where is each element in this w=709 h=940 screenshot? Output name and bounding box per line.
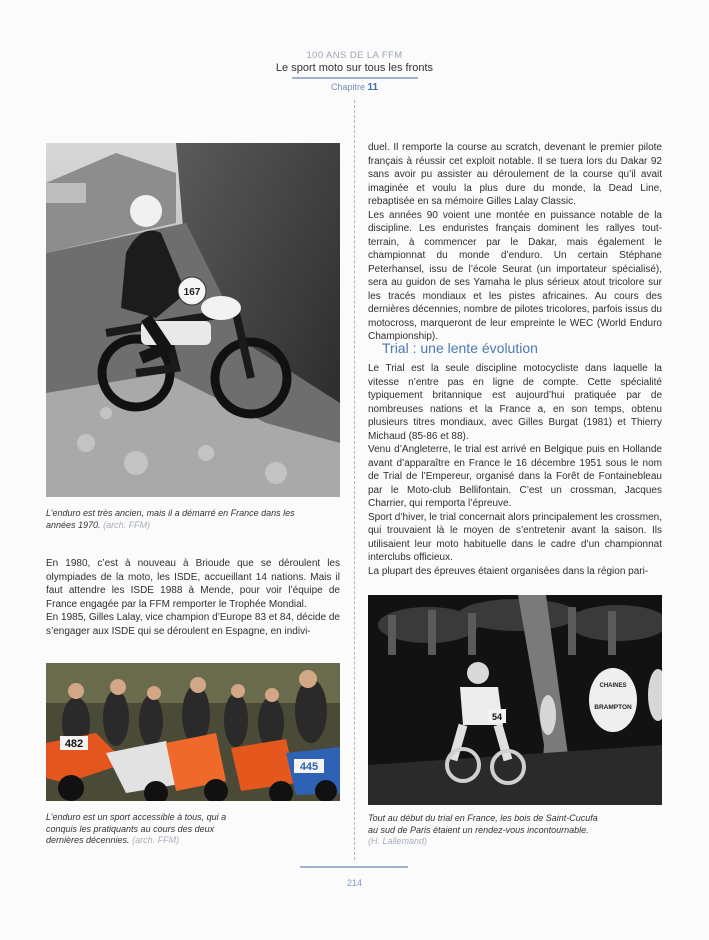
page-number: 214 — [346, 878, 363, 888]
chapter-label: Chapitre 11 — [330, 82, 379, 93]
caption-photo3: Tout au début du trial en France, les bois de Saint-Cucufa au sud de Paris étaient un rendez-vous incontournable. (H. Lallemand) — [368, 813, 598, 846]
running-header — [0, 50, 709, 93]
left-body-text — [46, 557, 340, 638]
photo-enduro-vintage — [46, 143, 340, 497]
sign-brampton: BRAMPTON — [594, 704, 632, 711]
photo1-credit: (arch. FFM) — [103, 519, 151, 530]
paragraph: En 1980, c’est à nouveau à Brioude que se déroulent les olympiades de la moto, les ISDE, accueillant 14 nations. Mais il faut attendre les ISDE 1988 à Mende, pour voir l’équipe de France engagée par la FFM remporter le Trophée Mondial. — [46, 558, 340, 610]
right-body-text-bottom — [368, 362, 662, 578]
race-number-482: 482 — [64, 738, 84, 750]
book-supertitle: 100 ANS DE LA FFM — [306, 50, 403, 61]
sign-chaines: CHAINES — [599, 683, 627, 689]
race-number-167: 167 — [183, 287, 201, 298]
paragraph: Les années 90 voient une montée en puissance notable de la discipline. Les enduristes français dominent les rallyes tout-terrain, à commencer par le Dakar, mais également le championnat du monde d’enduro. Un certain Stéphane Peterhansel, issu de l’école Seurat (un importateur spécialisé), sera au guidon de ses Yamaha le plus sérieux atout tricolore sur les tracés mondiaux et les pistes africaines. Au cours des dernières décennies, nombre de pilotes tricolores, parfois issus du motocross, marqueront de leur empreinte le WEC (World Enduro Championship). — [368, 209, 662, 342]
caption-photo1: L’enduro est très ancien, mais il a démarré en France dans les années 1970. (arch. FFM) — [46, 508, 295, 530]
chapter-title: Le sport moto sur tous les fronts — [275, 62, 434, 74]
caption-photo2: L’enduro est un sport accessible à tous, qui a conquis les pratiquants au cours des deux dernières décennies. (arch. FFM) — [46, 812, 227, 845]
paragraph: Le Trial est la seule discipline motocycliste dans laquelle la vitesse n’entre pas en ligne de compte. Cette spécialité typiquement britannique est aujourd’hui pratiquée par de nombreuses nations et la France a, en son temps, obtenu plusieurs titres mondiaux, avec Gilles Burgat (1981) et Thierry Michaud (85-86 et 88). — [368, 363, 662, 442]
paragraph: Venu d’Angleterre, le trial est arrivé en Belgique puis en Hollande avant d’apparaître en France le 16 décembre 1951 sous le nom de Trial de l’Empereur, organisé dans la Forêt de Fontainebleau par le Moto-club Bellifontain. C’est un crossman, Jacques Charrier, qui remporta l’épreuve. — [368, 444, 662, 509]
photo2-credit: (arch. FFM) — [132, 835, 180, 845]
paragraph: Sport d’hiver, le trial concernait alors principalement les crossmen, qui trouvaient là le moyen de s’entretenir avant la saison. Ils utilisaient leur moto habituelle dans le cadre d’un championnat interclubs officieux. — [368, 511, 662, 563]
photo-trial-woods — [368, 595, 662, 805]
race-number-54: 54 — [491, 712, 503, 722]
header-rule — [292, 77, 418, 79]
chapter-number: 11 — [367, 82, 379, 93]
race-number-445: 445 — [299, 761, 319, 773]
paragraph: En 1985, Gilles Lalay, vice champion d’Europe 83 et 84, décide de s’engager aux ISDE qui se déroulent en Espagne, en indivi- — [46, 612, 340, 637]
column-divider — [354, 100, 355, 860]
photo-enduro-group — [46, 663, 340, 801]
paragraph: La plupart des épreuves étaient organisées dans la région pari- — [368, 565, 649, 577]
footer-rule — [300, 866, 408, 868]
right-body-text-top — [368, 141, 662, 344]
section-heading-trial: Trial : une lente évolution — [382, 340, 538, 356]
paragraph: duel. Il remporte la course au scratch, devenant le premier pilote français à réussir cet exploit notable. Il se tuera lors du Dakar 92 sans avoir pu assister au déroulement de la course qu’il avait imaginée et voulu la plus dure du monde, la Dead Line, rebaptisée en sa mémoire Gilles Lalay Classic. — [368, 142, 662, 207]
photo3-credit: (H. Lallemand) — [368, 836, 428, 846]
